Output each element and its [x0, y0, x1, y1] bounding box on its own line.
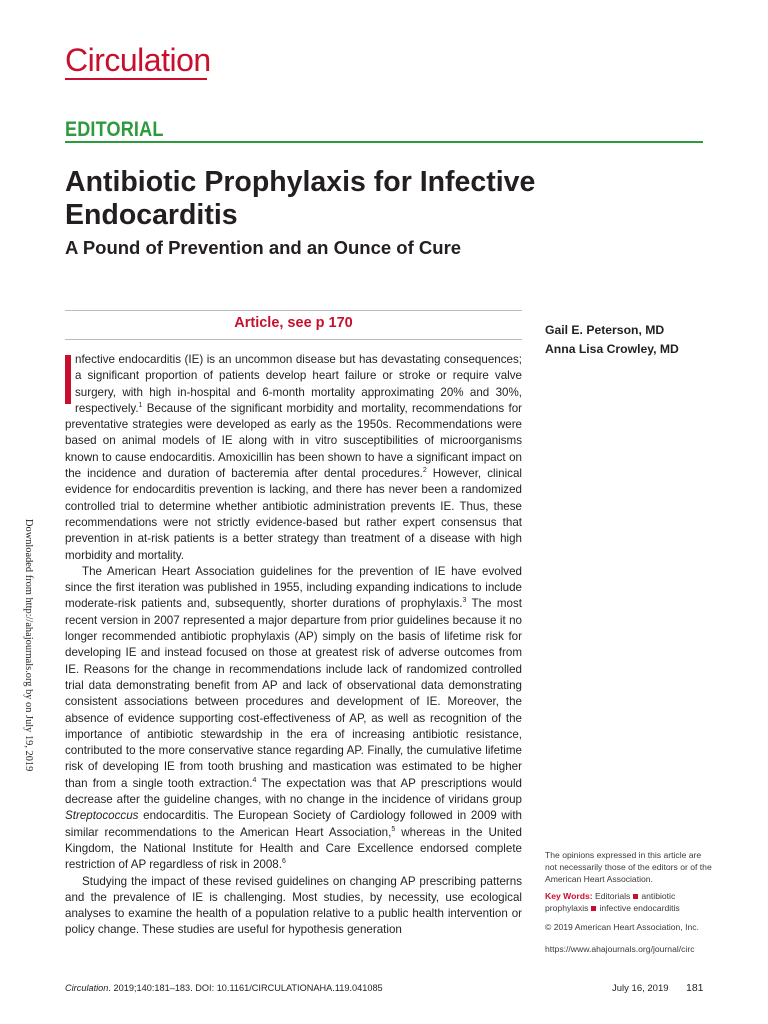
section-label: EDITORIAL — [65, 118, 164, 141]
keyword[interactable]: Editorials — [594, 891, 631, 901]
species-name: Streptococcus — [65, 809, 139, 823]
copyright: © 2019 American Heart Association, Inc. — [545, 922, 699, 932]
paragraph: The American Heart Association guidelines for the prevention of IE have evolved since the first iteration was published in 1955, including expanding indications to include moderate-risk patients and, subsequently, shorter durations of prophylaxis.$^3$ The most recent version in 2007 represented a major departure from prior guidelines because it no longer recommended antibiotic prophylaxis (AP) simply on the basis of lifetime risk for developing IE and instead focused on those at greatest risk of adverse outcomes from IE. Reasons for the change in recommendations include lack of randomized controlled trial data demonstrating benefit from AP and lack of observational data demonstrating consistent associations between procedures and development of IE. Moreover, the absence of evidence supporting cost-effectiveness of AP, as well as recognition of the importance of antibiotic stewardship in the era of increasing antibiotic resistance, contributed to the more conservative stance regarding AP. Finally, the cumulative lifetime risk of developing IE from tooth brushing and mastication was estimated to be higher than from a single tooth extraction.$^4$ The expectation was that AP prescriptions would decrease after the guideline changes, with no change in the incidence of viridans group Streptococcus endocarditis. The European Society of Cardiology followed in 2009 with similar recommendations to the American Heart Association,$^5$ whereas in the United Kingdom, the National Institute for Health and Care Excellence endorsed complete restriction of AP regardless of risk in 2008.$^6$ — [65, 564, 523, 872]
article-subtitle: A Pound of Prevention and an Ounce of Cure — [65, 237, 462, 258]
paragraph: Studying the impact of these revised guidelines on changing AP prescribing patterns and the prevalence of IE is challenging. Most studies, by necessity, use ecological analyses to examine the health of a population relative to a public health intervention or policy change. These studies are useful for hypothesis generation — [65, 874, 522, 937]
article-title: Antibiotic Prophylaxis for Infective Endocarditis — [65, 166, 536, 231]
keyword[interactable]: antibiotic prophylaxis — [545, 891, 676, 913]
reference-marker[interactable]: 1 — [138, 402, 143, 410]
drop-cap-bar — [65, 355, 71, 404]
keyword-separator-icon — [633, 894, 638, 899]
related-article-rule-top — [65, 310, 522, 311]
author-name: Gail E. Peterson, MD — [545, 323, 665, 337]
author-name: Anna Lisa Crowley, MD — [545, 342, 679, 356]
keywords-label: Key Words: — [545, 891, 593, 901]
paragraph: nfective endocarditis (IE) is an uncommon disease but has devastating consequences; a significant proportion of patients develop heart failure or stroke or require valve surgery, with high in-hospital and 6-month mortality approximating 20% and 30%, respectively.$^1$ Because of the significant morbidity and mortality, recommendations for preventative strategies were developed as early as the 1950s. Recommendations were based on animal models of IE along with in vitro susceptibilities of microorganisms known to cause endocarditis. Amoxicillin has been shown to have a significant impact on the incidence and duration of bacteremia after dental procedures.$^2$ However, clinical evidence for endocarditis prevention is lacking, and there has never been a randomized controlled trial to determine whether antibiotic administration prevents IE. Thus, these recommendations were not strictly evidence-based but rather expert consensus that prevention in at-risk patients is a better strategy than treatment of a disease with high morbidity and mortality. — [65, 353, 522, 562]
footer-doi: . 2019;140:181–183. DOI: 10.1161/CIRCULATIONAHA.119.041085 — [108, 983, 383, 993]
related-article-rule-bottom — [65, 339, 522, 340]
footer-citation — [65, 983, 383, 993]
section-rule — [65, 141, 703, 143]
reference-marker[interactable]: 6 — [281, 858, 286, 866]
keyword-separator-icon — [591, 906, 596, 911]
keyword[interactable]: infective endocarditis — [599, 903, 680, 913]
journal-name: Circulation — [65, 42, 211, 78]
download-notice — [22, 519, 34, 777]
keywords — [545, 890, 713, 914]
download-notice-text: Downloaded from http://ahajournals.org by on July 19, 2019 — [23, 519, 34, 772]
reference-marker[interactable]: 4 — [252, 776, 257, 784]
opinion-disclaimer: The opinions expressed in this article are not necessarily those of the editors or of the American Heart Association. — [545, 850, 712, 884]
journal-url[interactable]: https://www.ahajournals.org/journal/circ — [545, 944, 695, 954]
reference-marker[interactable]: 3 — [462, 597, 467, 605]
footer-journal: Circulation — [65, 983, 109, 993]
page-number: 181 — [686, 982, 704, 994]
journal-underline — [65, 78, 207, 80]
reference-marker[interactable]: 5 — [391, 825, 396, 833]
article-body — [65, 352, 522, 939]
related-article-link[interactable]: Article, see p 170 — [234, 315, 353, 331]
reference-marker[interactable]: 2 — [422, 467, 427, 475]
author-list — [545, 321, 679, 359]
footer-date: July 16, 2019 — [612, 983, 669, 994]
